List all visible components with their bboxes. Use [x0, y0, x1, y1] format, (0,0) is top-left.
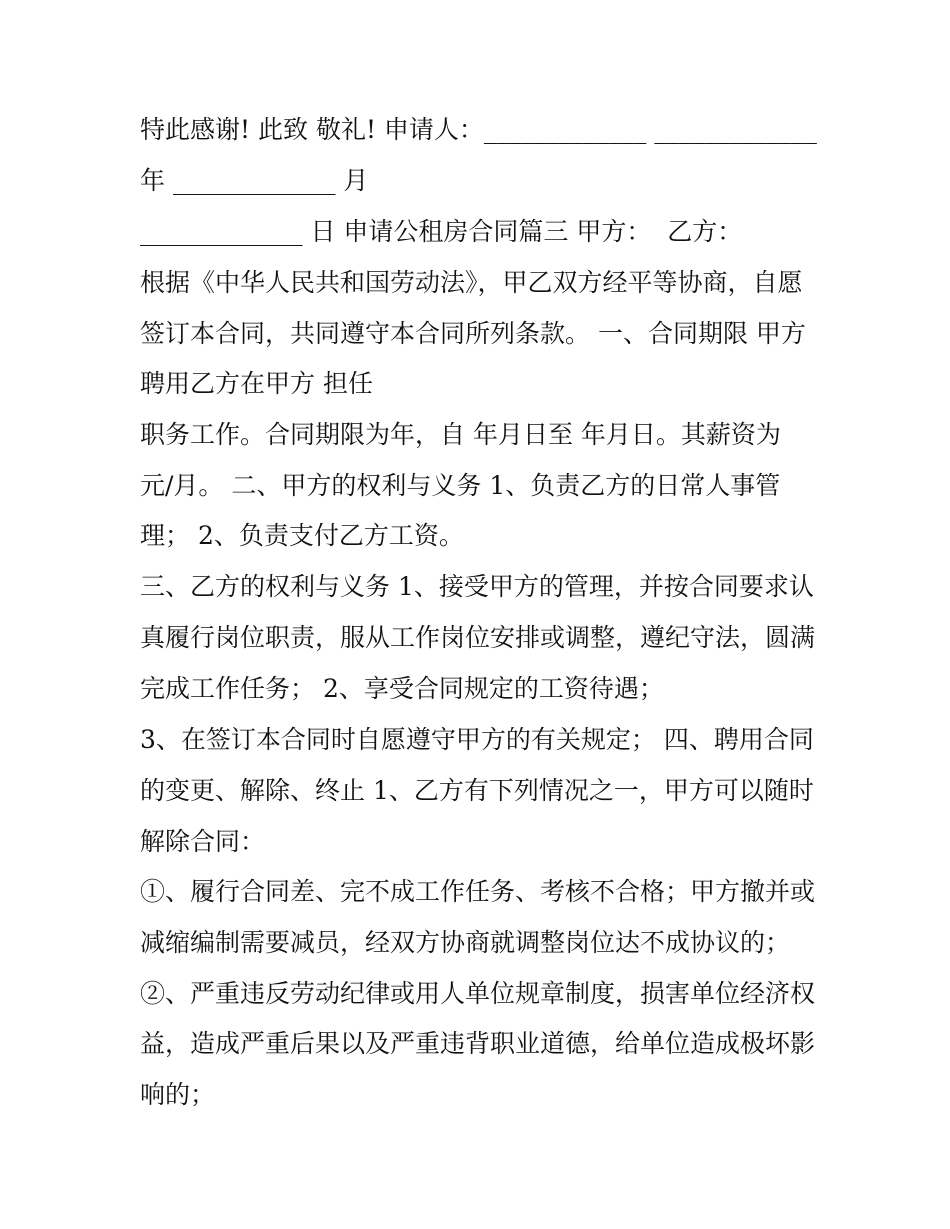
- text-line: 的变更、解除、终止 1、乙方有下列情况之一，甲方可以随时: [140, 776, 814, 805]
- text-line: 特此感谢! 此致 敬礼! 申请人：_____________ _____________: [140, 115, 817, 144]
- text-line: 益，造成严重后果以及严重违背职业道德，给单位造成极坏影: [140, 1029, 816, 1058]
- text-line: 签订本合同，共同遵守本合同所列条款。 一、合同期限 甲方: [140, 319, 806, 348]
- text-line: 元/月。 二、甲方的权利与义务 1、负责乙方的日常人事管: [140, 471, 781, 500]
- text-line: 真履行岗位职责，服从工作岗位安排或调整，遵纪守法，圆满: [140, 623, 816, 652]
- text-line: 3、在签订本合同时自愿遵守甲方的有关规定； 四、聘用合同: [140, 725, 814, 754]
- text-line: 根据《中华人民共和国劳动法》，甲乙双方经平等协商，自愿: [140, 268, 803, 297]
- text-line: 理； 2、负责支付乙方工资。: [140, 521, 464, 550]
- text-line: _____________ 日 申请公租房合同篇三 甲方： 乙方：: [140, 217, 743, 246]
- text-line: 解除合同：: [140, 827, 266, 856]
- text-line: ②、严重违反劳动纪律或用人单位规章制度，损害单位经济权: [140, 979, 816, 1008]
- text-line: ①、履行合同差、完不成工作任务、考核不合格；甲方撤并或: [140, 877, 816, 906]
- text-line: 三、乙方的权利与义务 1、接受甲方的管理，并按合同要求认: [140, 572, 814, 601]
- text-line: 响的；: [140, 1080, 216, 1109]
- text-line: 完成工作任务； 2、享受合同规定的工资待遇；: [140, 674, 664, 703]
- text-line: 减缩编制需要减员，经双方协商就调整岗位达不成协议的；: [140, 928, 791, 957]
- text-line: 职务工作。合同期限为年，自 年月日至 年月日。其薪资为: [140, 420, 781, 449]
- text-line: 聘用乙方在甲方 担任: [140, 369, 373, 398]
- text-line: 年 _____________ 月: [140, 166, 369, 195]
